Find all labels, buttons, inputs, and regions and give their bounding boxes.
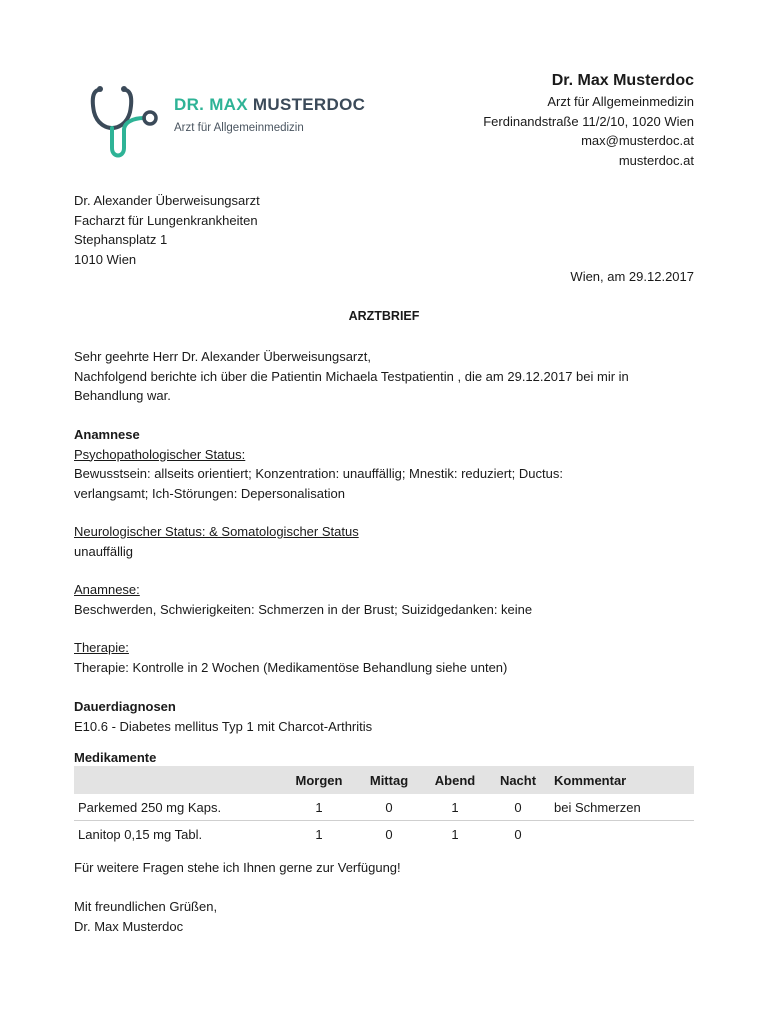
table-cell: 1 <box>284 794 354 821</box>
medikamente-heading: Medikamente <box>74 750 157 765</box>
closing-section <box>74 897 694 936</box>
sender-name: Dr. Max Musterdoc <box>551 72 694 89</box>
table-cell: Parkemed 250 mg Kaps. <box>74 794 284 821</box>
recipient-address <box>74 191 694 269</box>
neuro-status-text: unauffällig <box>74 543 134 559</box>
sender-header <box>483 70 694 170</box>
stethoscope-icon <box>88 80 168 165</box>
table-cell: 0 <box>385 826 393 842</box>
sender-title: Arzt für Allgemeinmedizin <box>547 94 694 109</box>
intro-paragraph <box>74 347 694 406</box>
table-cell: 0 <box>514 826 522 842</box>
therapy-label: Therapie: <box>74 640 129 655</box>
table-cell: 1 <box>451 826 459 842</box>
table-cell: 0 <box>354 794 424 821</box>
medication-table <box>74 766 694 847</box>
therapy-section <box>74 638 694 677</box>
recipient-name: Dr. Alexander Überweisungsarzt <box>74 193 260 208</box>
letter-date: Wien, am 29.12.2017 <box>570 269 694 284</box>
table-header-cell: Nacht <box>486 766 550 794</box>
recipient-city: 1010 Wien <box>74 251 137 267</box>
table-row <box>74 794 694 821</box>
table-cell: Lanitop 0,15 mg Tabl. <box>78 826 203 842</box>
logo-name-part1: DR. MAX <box>174 95 248 114</box>
sender-website: musterdoc.at <box>618 152 694 168</box>
table-row <box>74 821 694 848</box>
table-cell: 1 <box>424 794 486 821</box>
recipient-specialty: Facharzt für Lungenkrankheiten <box>74 212 258 228</box>
dauerdiagnosen-heading: Dauerdiagnosen <box>74 699 176 714</box>
anamnese-detail-section <box>74 580 694 619</box>
psych-status-line-2: verlangsamt; Ich-Störungen: Depersonalisation <box>74 485 345 501</box>
dauerdiagnosen-section <box>74 697 694 736</box>
recipient-street: Stephansplatz 1 <box>74 232 168 247</box>
logo <box>88 80 388 165</box>
letter-title: ARZTBRIEF <box>348 309 420 323</box>
psych-status-label: Psychopathologischer Status: <box>74 446 246 462</box>
table-header-cell: Kommentar <box>550 766 694 794</box>
anamnese-section <box>74 425 694 503</box>
table-cell: 1 <box>315 826 323 842</box>
sender-address: Ferdinandstraße 11/2/10, 1020 Wien <box>483 113 694 129</box>
intro-line-2: Behandlung war. <box>74 388 171 403</box>
logo-subtitle: Arzt für Allgemeinmedizin <box>174 122 304 134</box>
dauerdiagnosen-text: E10.6 - Diabetes mellitus Typ 1 mit Charcot-Arthritis <box>74 718 373 734</box>
table-header-cell: Morgen <box>284 766 354 794</box>
anamnese-heading: Anamnese <box>74 427 140 442</box>
salutation: Sehr geehrte Herr Dr. Alexander Überweisungsarzt, <box>74 349 371 364</box>
table-header-cell: Abend <box>424 766 486 794</box>
neuro-status-label: Neurologischer Status: & Somatologischer Status <box>74 524 359 539</box>
anamnese-label: Anamnese: <box>74 582 140 597</box>
table-header-cell: Mittag <box>354 766 424 794</box>
table-header-row <box>74 766 694 794</box>
sender-email: max@musterdoc.at <box>581 133 694 148</box>
logo-name-part2: MUSTERDOC <box>252 95 366 114</box>
intro-line-1: Nachfolgend berichte ich über die Patientin Michaela Testpatientin , die am 29.12.2017 bei mir in <box>74 368 629 384</box>
table-header-cell <box>74 766 284 794</box>
table-cell <box>550 821 694 848</box>
table-cell: bei Schmerzen <box>550 794 694 821</box>
therapy-text: Therapie: Kontrolle in 2 Wochen (Medikamentöse Behandlung siehe unten) <box>74 659 508 675</box>
signature: Dr. Max Musterdoc <box>74 918 184 934</box>
table-cell: 0 <box>486 794 550 821</box>
logo-name <box>174 95 365 115</box>
neuro-section <box>74 522 694 561</box>
closing-questions: Für weitere Fragen stehe ich Ihnen gerne zur Verfügung! <box>74 860 401 875</box>
anamnese-text: Beschwerden, Schwierigkeiten: Schmerzen in der Brust; Suizidgedanken: keine <box>74 601 533 617</box>
closing-greeting: Mit freundlichen Grüßen, <box>74 899 218 914</box>
psych-status-line-1: Bewusstsein: allseits orientiert; Konzentration: unauffällig; Mnestik: reduziert; Ductus: <box>74 466 563 481</box>
